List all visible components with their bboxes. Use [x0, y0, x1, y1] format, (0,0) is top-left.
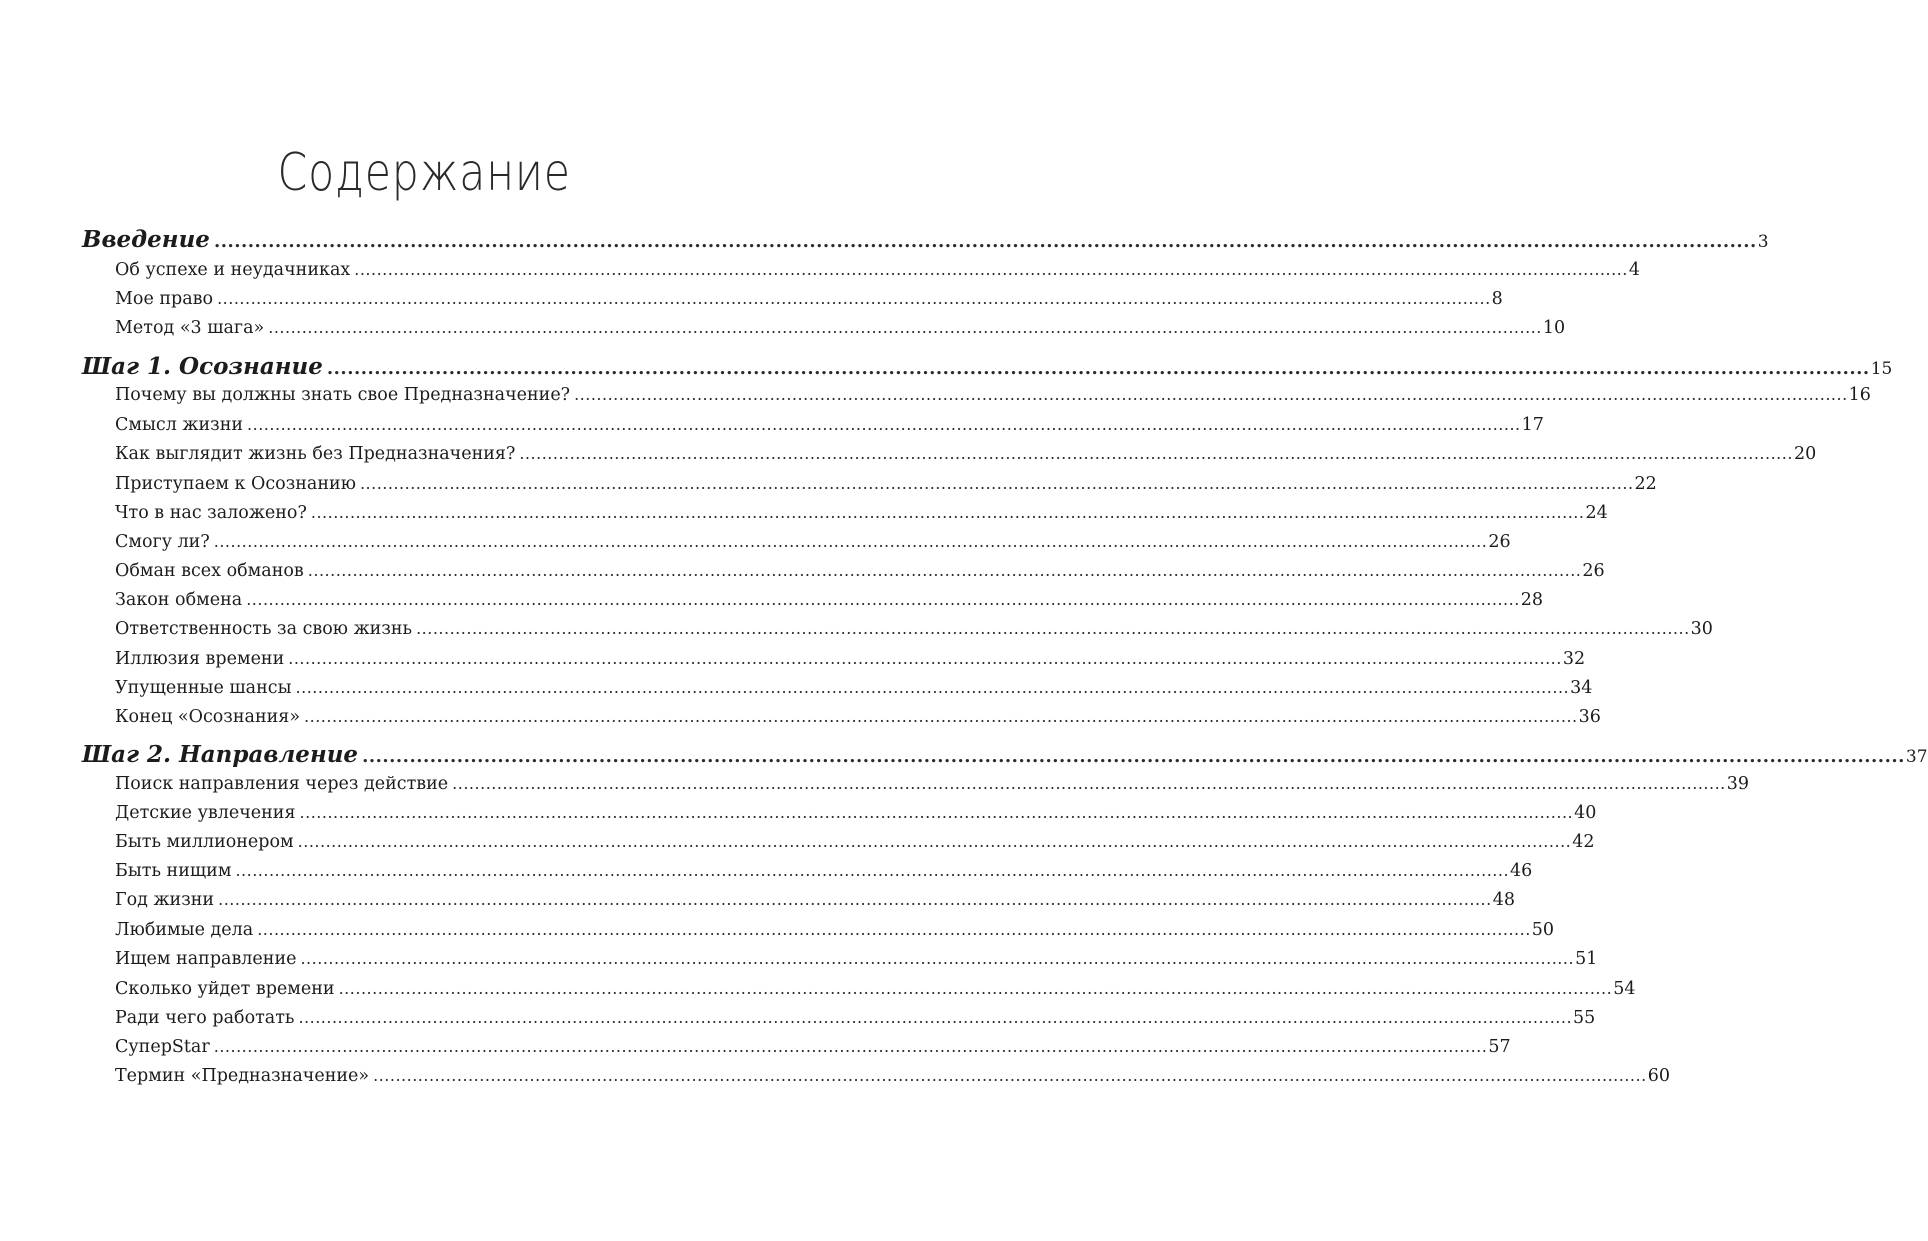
entry-title: Ищем направление — [115, 949, 297, 969]
toc-entry[interactable] — [115, 260, 1640, 280]
entry-title: СуперStar — [115, 1037, 210, 1057]
dot-leader: .................................................................................................................................................................................................................................... — [307, 561, 1582, 580]
entry-title: Конец «Осознания» — [115, 707, 301, 727]
dot-leader: .................................................................................................................................................................................................................................... — [359, 474, 1634, 493]
page-number: 4 — [1628, 260, 1640, 280]
dot-leader: .................................................................................................................................................................................................................................... — [213, 1037, 1488, 1056]
page-number: 51 — [1575, 949, 1598, 969]
page-number: 3 — [1757, 232, 1769, 252]
page-number: 40 — [1574, 803, 1597, 823]
dot-leader: .................................................................................................................................................................................................................................... — [257, 920, 1531, 939]
section-title: Шаг 2. Направление — [82, 741, 359, 768]
page-number: 48 — [1492, 890, 1515, 910]
entry-title: Об успехе и неудачниках — [115, 260, 351, 280]
page-number: 15 — [1870, 359, 1893, 379]
toc-entry[interactable] — [115, 861, 1533, 881]
toc-entry[interactable] — [115, 503, 1608, 523]
entry-title: Закон обмена — [115, 590, 243, 610]
page-number: 39 — [1726, 774, 1750, 794]
dot-leader: .................................................................................................................................................................................................................................... — [300, 949, 1575, 968]
entry-title: Год жизни — [115, 890, 215, 910]
entry-title: Поиск направления через действие — [115, 774, 449, 794]
entry-title: Термин «Предназначение» — [115, 1066, 370, 1086]
toc-entry[interactable] — [115, 1008, 1596, 1028]
page-number: 22 — [1634, 474, 1657, 494]
page-number: 8 — [1491, 289, 1503, 309]
toc-entry[interactable] — [115, 890, 1515, 910]
dot-leader: .................................................................................................................................................................................................................................... — [297, 832, 1572, 851]
dot-leader: .................................................................................................................................................................................................................................... — [362, 746, 1905, 767]
page-number: 60 — [1647, 1066, 1670, 1086]
toc-entry[interactable] — [115, 590, 1544, 610]
toc-entry[interactable] — [115, 979, 1636, 999]
dot-leader: .................................................................................................................................................................................................................................... — [338, 979, 1613, 998]
entry-title: Что в нас заложено? — [115, 503, 307, 523]
entry-title: Быть нищим — [115, 861, 232, 881]
page-number: 46 — [1510, 861, 1533, 881]
entry-title: Иллюзия времени — [115, 649, 285, 669]
dot-leader: .................................................................................................................................................................................................................................... — [213, 231, 1757, 252]
toc-entry[interactable] — [115, 678, 1593, 698]
dot-leader: .................................................................................................................................................................................................................................... — [217, 289, 1491, 308]
toc-entry[interactable] — [115, 1037, 1511, 1057]
page-title: Содержание — [277, 143, 571, 203]
page-number: 28 — [1520, 590, 1544, 610]
toc-entry[interactable] — [115, 774, 1750, 794]
page-number: 26 — [1582, 561, 1605, 581]
dot-leader: .................................................................................................................................................................................................................................... — [326, 358, 1870, 379]
dot-leader: .................................................................................................................................................................................................................................... — [235, 861, 1510, 880]
section-title: Введение — [82, 226, 210, 253]
toc-entry[interactable] — [115, 649, 1586, 669]
page-number: 57 — [1488, 1037, 1511, 1057]
page-number: 37 — [1905, 747, 1928, 767]
toc-entry[interactable] — [115, 803, 1597, 823]
entry-title: Сколько уйдет времени — [115, 979, 335, 999]
dot-leader: .................................................................................................................................................................................................................................... — [268, 318, 1542, 337]
toc-entry[interactable] — [115, 385, 1871, 405]
page-number: 17 — [1521, 415, 1544, 435]
dot-leader: .................................................................................................................................................................................................................................... — [452, 774, 1726, 793]
dot-leader: .................................................................................................................................................................................................................................... — [373, 1066, 1647, 1085]
dot-leader: .................................................................................................................................................................................................................................... — [299, 803, 1574, 822]
entry-title: Быть миллионером — [115, 832, 294, 852]
toc-entry[interactable] — [115, 619, 1713, 639]
page-number: 30 — [1690, 619, 1713, 639]
page-number: 32 — [1562, 649, 1586, 669]
dot-leader: .................................................................................................................................................................................................................................... — [218, 890, 1492, 909]
page-number: 55 — [1573, 1008, 1596, 1028]
toc-entry[interactable] — [115, 532, 1511, 552]
page-number: 42 — [1572, 832, 1595, 852]
toc-entry[interactable] — [115, 289, 1503, 309]
page-number: 16 — [1848, 385, 1871, 405]
dot-leader: .................................................................................................................................................................................................................................... — [354, 260, 1628, 279]
page-number: 54 — [1613, 979, 1636, 999]
dot-leader: .................................................................................................................................................................................................................................... — [574, 385, 1848, 404]
entry-title: Метод «3 шага» — [115, 318, 265, 338]
dot-leader: .................................................................................................................................................................................................................................... — [246, 590, 1520, 609]
entry-title: Смогу ли? — [115, 532, 210, 552]
dot-leader: .................................................................................................................................................................................................................................... — [416, 619, 1690, 638]
dot-leader: .................................................................................................................................................................................................................................... — [247, 415, 1521, 434]
toc-section[interactable] — [82, 226, 1769, 253]
toc-entry[interactable] — [115, 415, 1544, 435]
dot-leader: .................................................................................................................................................................................................................................... — [304, 707, 1578, 726]
entry-title: Мое право — [115, 289, 214, 309]
entry-title: Детские увлечения — [115, 803, 296, 823]
page-number: 50 — [1531, 920, 1555, 940]
toc-section[interactable] — [82, 353, 1893, 380]
toc-entry[interactable] — [115, 561, 1605, 581]
page-number: 20 — [1793, 444, 1817, 464]
toc-entry[interactable] — [115, 318, 1566, 338]
toc-entry[interactable] — [115, 949, 1598, 969]
page-number: 24 — [1585, 503, 1608, 523]
toc-entry[interactable] — [115, 707, 1601, 727]
entry-title: Смысл жизни — [115, 415, 244, 435]
entry-title: Упущенные шансы — [115, 678, 292, 698]
toc-entry[interactable] — [115, 832, 1595, 852]
entry-title: Как выглядит жизнь без Предназначения? — [115, 444, 516, 464]
toc-section[interactable] — [82, 741, 1928, 768]
toc-entry[interactable] — [115, 444, 1817, 464]
dot-leader: .................................................................................................................................................................................................................................... — [295, 678, 1570, 697]
toc-entry[interactable] — [115, 1066, 1670, 1086]
entry-title: Обман всех обманов — [115, 561, 304, 581]
entry-title: Ответственность за свою жизнь — [115, 619, 413, 639]
page-number: 10 — [1542, 318, 1566, 338]
dot-leader: .................................................................................................................................................................................................................................... — [298, 1008, 1573, 1027]
page-number: 34 — [1570, 678, 1593, 698]
page-number: 36 — [1578, 707, 1601, 727]
toc-entry[interactable] — [115, 920, 1555, 940]
entry-title: Приступаем к Осознанию — [115, 474, 356, 494]
dot-leader: .................................................................................................................................................................................................................................... — [519, 444, 1793, 463]
dot-leader: .................................................................................................................................................................................................................................... — [213, 532, 1488, 551]
toc-entry[interactable] — [115, 474, 1657, 494]
page-number: 26 — [1488, 532, 1511, 552]
section-title: Шаг 1. Осознание — [82, 353, 323, 380]
dot-leader: .................................................................................................................................................................................................................................... — [310, 503, 1585, 522]
dot-leader: .................................................................................................................................................................................................................................... — [288, 649, 1562, 668]
entry-title: Ради чего работать — [115, 1008, 295, 1028]
entry-title: Почему вы должны знать свое Предназначение? — [115, 385, 571, 405]
entry-title: Любимые дела — [115, 920, 254, 940]
